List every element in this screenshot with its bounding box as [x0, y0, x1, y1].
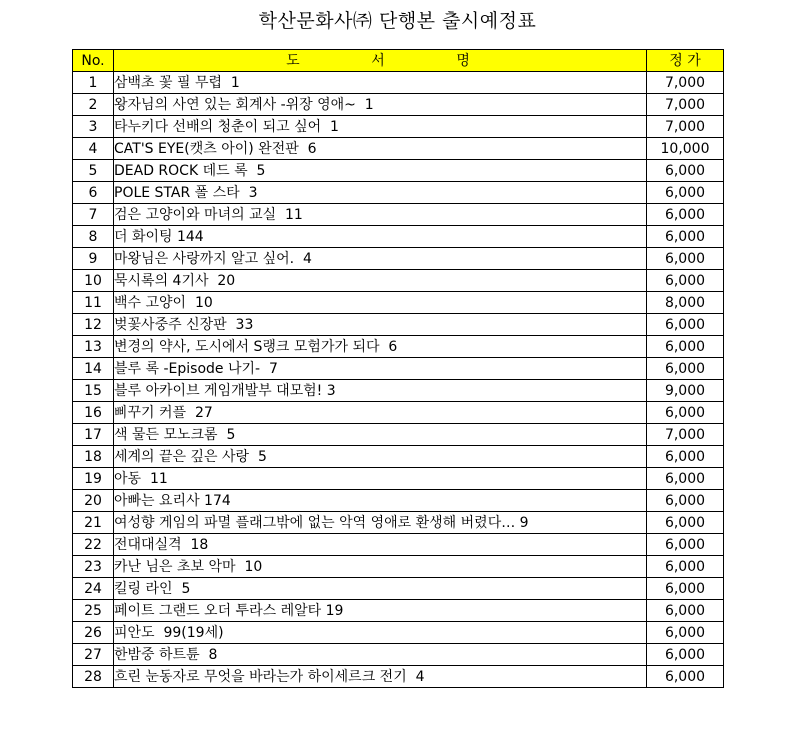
book-price: 6,000	[647, 204, 724, 226]
book-title: 색 물든 모노크롬 5	[114, 424, 647, 446]
row-number: 27	[73, 644, 114, 666]
table-header	[73, 50, 724, 72]
book-price: 6,000	[647, 358, 724, 380]
row-number: 26	[73, 622, 114, 644]
table-row	[73, 446, 724, 468]
book-title: 아동 11	[114, 468, 647, 490]
book-title: 전대대실격 18	[114, 534, 647, 556]
book-title: 벚꽃사중주 신장판 33	[114, 314, 647, 336]
table-row	[73, 600, 724, 622]
book-price: 6,000	[647, 600, 724, 622]
row-number: 16	[73, 402, 114, 424]
table-row	[73, 314, 724, 336]
header-title	[114, 50, 647, 72]
row-number: 15	[73, 380, 114, 402]
page-title: 학산문화사㈜ 단행본 출시예정표	[258, 10, 537, 32]
row-number: 18	[73, 446, 114, 468]
table-row	[73, 666, 724, 688]
table-row	[73, 160, 724, 182]
table-row	[73, 336, 724, 358]
book-price: 6,000	[647, 490, 724, 512]
row-number: 21	[73, 512, 114, 534]
row-number: 2	[73, 94, 114, 116]
book-title: 페이트 그랜드 오더 투라스 레알타 19	[114, 600, 647, 622]
book-title: 삼백초 꽃 필 무렵 1	[114, 72, 647, 94]
table-row	[73, 116, 724, 138]
row-number: 4	[73, 138, 114, 160]
table-row	[73, 226, 724, 248]
row-number: 19	[73, 468, 114, 490]
table-row	[73, 534, 724, 556]
row-number: 14	[73, 358, 114, 380]
row-number: 12	[73, 314, 114, 336]
row-number: 25	[73, 600, 114, 622]
book-price: 6,000	[647, 446, 724, 468]
row-number: 13	[73, 336, 114, 358]
book-price: 9,000	[647, 380, 724, 402]
header-no: No.	[73, 50, 114, 72]
table-row	[73, 512, 724, 534]
book-price: 6,000	[647, 226, 724, 248]
book-price: 6,000	[647, 248, 724, 270]
row-number: 20	[73, 490, 114, 512]
header-title-label: 도 서 명	[286, 52, 474, 69]
book-title: 한밤중 하트튠 8	[114, 644, 647, 666]
row-number: 6	[73, 182, 114, 204]
row-number: 28	[73, 666, 114, 688]
book-title: 묵시록의 4기사 20	[114, 270, 647, 292]
book-title: 킬링 라인 5	[114, 578, 647, 600]
book-title: 세계의 끝은 깊은 사랑 5	[114, 446, 647, 468]
book-price: 7,000	[647, 424, 724, 446]
book-price: 6,000	[647, 182, 724, 204]
book-title: 블루 아카이브 게임개발부 대모험! 3	[114, 380, 647, 402]
row-number: 5	[73, 160, 114, 182]
book-title: 검은 고양이와 마녀의 교실 11	[114, 204, 647, 226]
table-row	[73, 490, 724, 512]
book-price: 6,000	[647, 160, 724, 182]
row-number: 8	[73, 226, 114, 248]
book-price: 6,000	[647, 622, 724, 644]
book-title: 피안도 99(19세)	[114, 622, 647, 644]
book-price: 6,000	[647, 314, 724, 336]
table-row	[73, 94, 724, 116]
table-row	[73, 424, 724, 446]
book-price: 7,000	[647, 72, 724, 94]
table-row	[73, 380, 724, 402]
table-row	[73, 292, 724, 314]
row-number: 17	[73, 424, 114, 446]
book-price: 6,000	[647, 402, 724, 424]
book-price: 6,000	[647, 644, 724, 666]
row-number: 24	[73, 578, 114, 600]
table-row	[73, 182, 724, 204]
book-title: 여성향 게임의 파멸 플래그밖에 없는 악역 영애로 환생해 버렸다… 9	[114, 512, 647, 534]
book-price: 6,000	[647, 270, 724, 292]
book-title: 백수 고양이 10	[114, 292, 647, 314]
book-title: 마왕님은 사랑까지 알고 싶어. 4	[114, 248, 647, 270]
book-price: 6,000	[647, 666, 724, 688]
table-row	[73, 138, 724, 160]
book-title: 더 화이팅 144	[114, 226, 647, 248]
table-row	[73, 622, 724, 644]
book-price: 8,000	[647, 292, 724, 314]
book-title: CAT'S EYE(캣츠 아이) 완전판 6	[114, 138, 647, 160]
book-title: 흐린 눈동자로 무엇을 바라는가 하이세르크 전기 4	[114, 666, 647, 688]
table-row	[73, 402, 724, 424]
table-row	[73, 270, 724, 292]
book-price: 6,000	[647, 512, 724, 534]
book-title: 블루 록 -Episode 나기- 7	[114, 358, 647, 380]
row-number: 22	[73, 534, 114, 556]
table-row	[73, 358, 724, 380]
row-number: 23	[73, 556, 114, 578]
row-number: 7	[73, 204, 114, 226]
release-schedule-table	[72, 49, 724, 688]
header-row	[73, 50, 724, 72]
row-number: 9	[73, 248, 114, 270]
book-price: 6,000	[647, 556, 724, 578]
row-number: 1	[73, 72, 114, 94]
table-row	[73, 578, 724, 600]
book-title: 카난 님은 초보 악마 10	[114, 556, 647, 578]
book-title: 아빠는 요리사 174	[114, 490, 647, 512]
book-title: 변경의 약사, 도시에서 S랭크 모험가가 되다 6	[114, 336, 647, 358]
book-price: 6,000	[647, 336, 724, 358]
book-title: 삐꾸기 커플 27	[114, 402, 647, 424]
table-row	[73, 468, 724, 490]
row-number: 11	[73, 292, 114, 314]
book-price: 6,000	[647, 534, 724, 556]
book-title: 왕자님의 사연 있는 회계사 -위장 영애~ 1	[114, 94, 647, 116]
book-price: 6,000	[647, 468, 724, 490]
table-row	[73, 644, 724, 666]
row-number: 3	[73, 116, 114, 138]
table-row	[73, 556, 724, 578]
table-body	[73, 72, 724, 688]
book-title: DEAD ROCK 데드 록 5	[114, 160, 647, 182]
table-row	[73, 248, 724, 270]
table-row	[73, 204, 724, 226]
book-title: 타누키다 선배의 청춘이 되고 싶어 1	[114, 116, 647, 138]
book-price: 10,000	[647, 138, 724, 160]
book-price: 7,000	[647, 116, 724, 138]
row-number: 10	[73, 270, 114, 292]
header-price: 정 가	[647, 50, 724, 72]
table-row	[73, 72, 724, 94]
book-title: POLE STAR 폴 스타 3	[114, 182, 647, 204]
book-price: 7,000	[647, 94, 724, 116]
book-price: 6,000	[647, 578, 724, 600]
